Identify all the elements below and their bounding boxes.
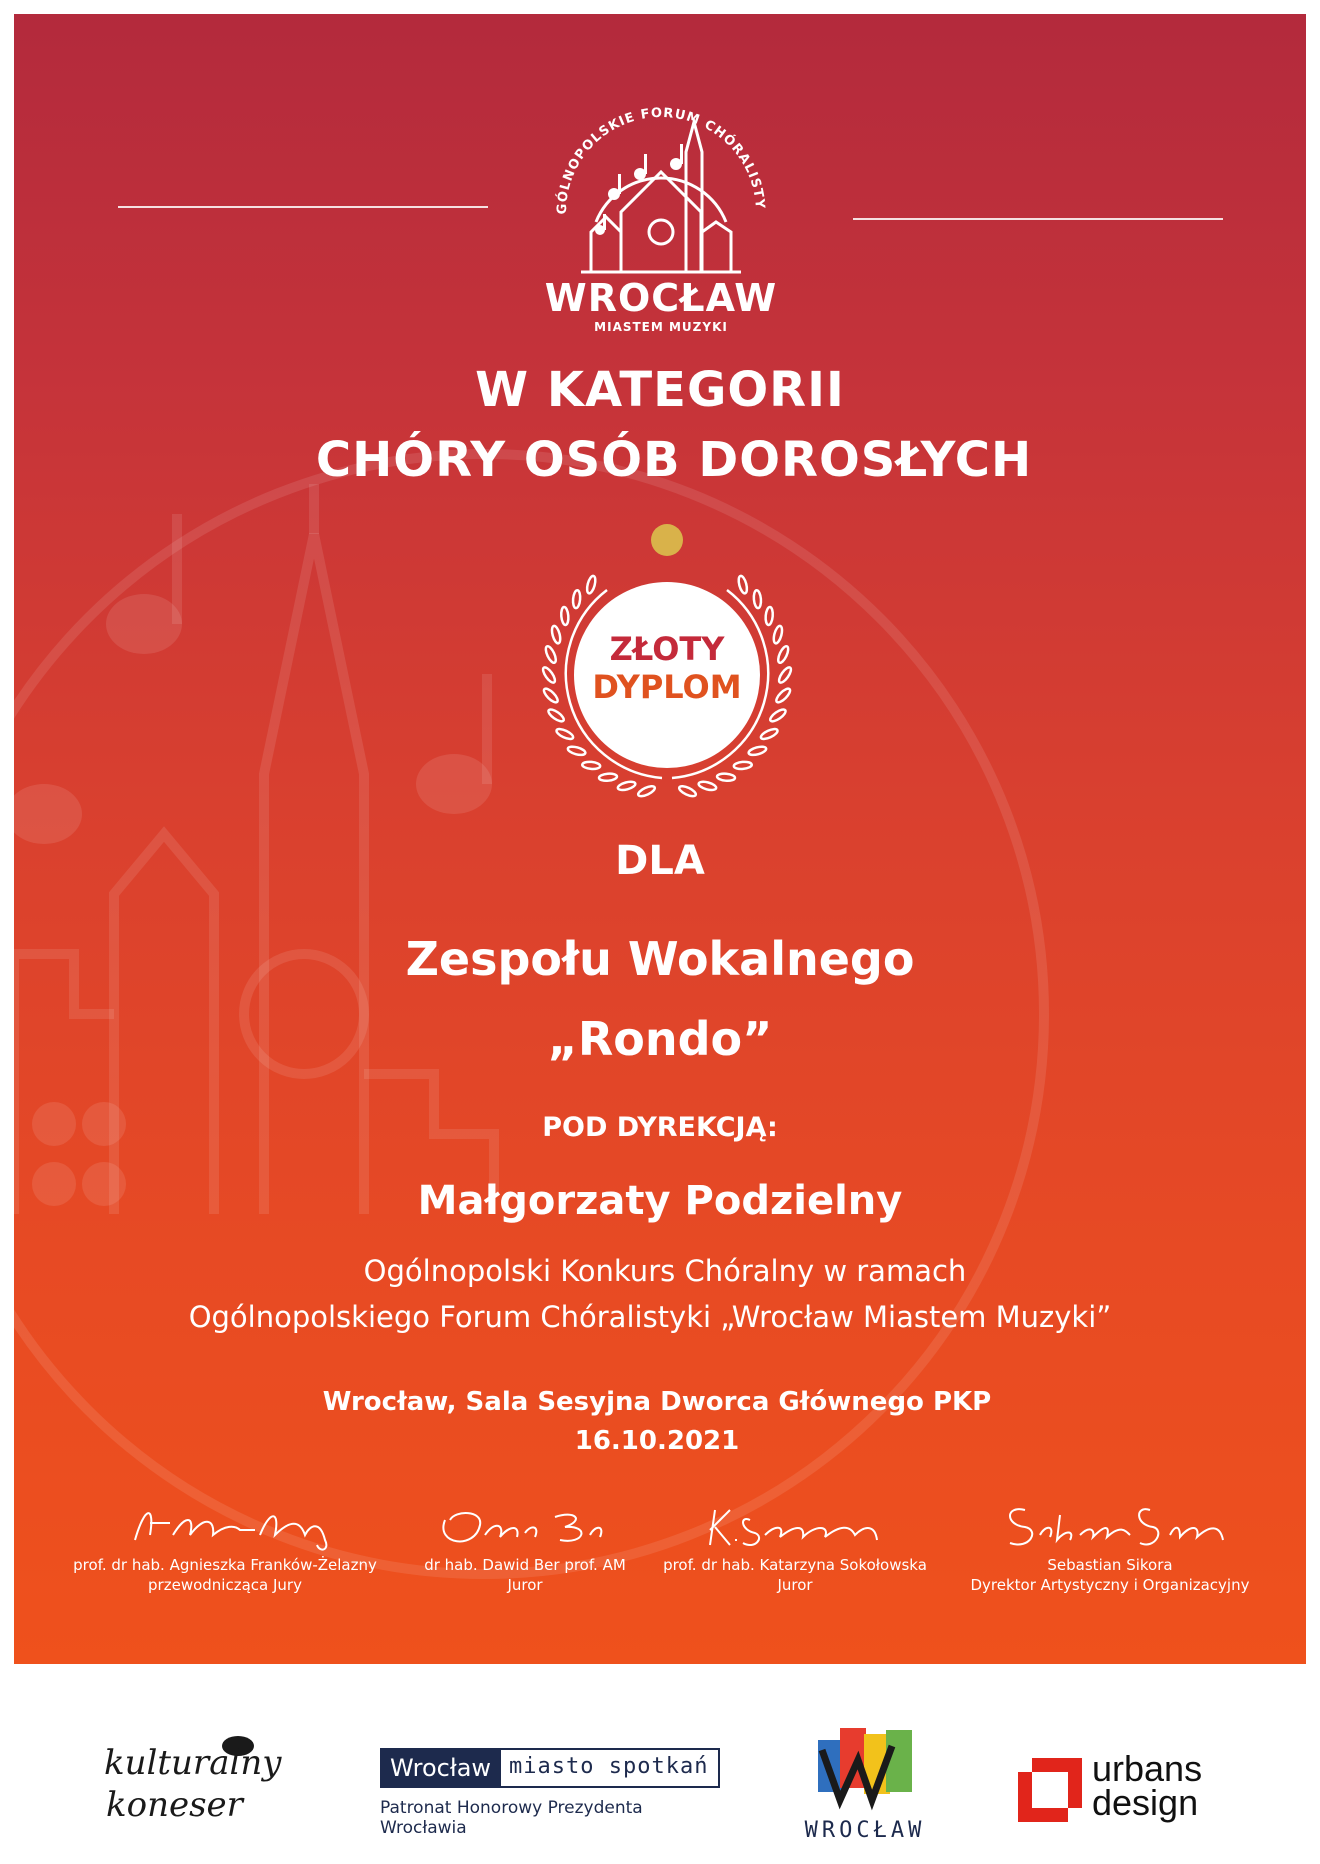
award-line1: ZŁOTY [609,630,725,668]
signature-block-3 [650,1495,940,1595]
director-name: Małgorzaty Podzielny [417,1178,903,1224]
laurel-leaf [561,607,570,626]
logo-tagline: MIASTEM MUZYKI [594,320,728,334]
signature-block-2 [410,1495,640,1595]
decorative-line-left [118,206,488,208]
church-tower-icon [581,122,741,272]
kulturalny-text: kulturalny [104,1743,282,1783]
laurel-leaf [748,745,767,756]
wroclaw-patronage-text: Patronat Honorowy Prezydenta Wrocławia [380,1798,643,1838]
award-medal [527,520,807,800]
signature-name-4: Sebastian Sikora [1047,1556,1173,1574]
urbans-line1: urbans [1092,1748,1203,1789]
laurel-leaf [760,727,779,741]
sponsor-urbans-design [1018,1748,1238,1838]
sponsors-strip [0,1680,1320,1864]
urbans-line2: design [1092,1782,1199,1823]
laurel-leaf [567,745,586,756]
recipient-name-line2: „Rondo” [547,1012,773,1066]
sponsor-wroclaw-patronage [380,1748,720,1838]
signature-role-1: przewodnicząca Jury [148,1576,302,1594]
signature-name-3: prof. dr hab. Katarzyna Sokołowska [663,1556,927,1574]
decorative-line-right [853,218,1223,220]
event-date: 16.10.2021 [574,1426,740,1456]
event-place: Wrocław, Sala Sesyjna Dworca Głównego PKP [322,1387,992,1417]
wroclaw-box-left: Wrocław [382,1750,501,1786]
signature-block-1 [60,1495,390,1595]
signature-name-2: dr hab. Dawid Ber prof. AM [424,1556,626,1574]
signature-role-3: Juror [777,1576,813,1594]
gold-medal-icon [651,524,683,556]
urbans-design-text [1092,1748,1203,1823]
signature-role-4: Dyrektor Artystyczny i Organizacyjny [970,1576,1250,1594]
laurel-leaf [585,575,596,594]
award-line2: DYPLOM [592,668,742,706]
signature-block-4 [950,1495,1270,1595]
logo-city: WROCŁAW [544,276,778,320]
laurel-leaf [547,707,566,723]
event-line1: Ogólnopolski Konkurs Chóralny w ramach [363,1254,967,1288]
laurel-leaf [717,773,736,782]
dla-label: DLA [615,838,705,884]
sponsor-kulturalny-koneser [100,1732,300,1832]
laurel-leaf [617,780,636,791]
laurel-leaf [698,780,717,791]
category-line1: W KATEGORII [475,362,845,418]
laurel-leaf [599,773,618,782]
logo-arc-text: GÓLNOPOLSKIE FORUM CHÓRALISTY [554,105,768,215]
laurel-leaf [555,727,574,741]
svg-text:OGÓLNOPOLSKIE FORUM CHÓRALISTY [536,62,767,215]
handwritten-signature-2 [425,1495,625,1555]
handwritten-signature-1 [95,1495,355,1555]
festival-logo [536,62,786,342]
wroclaw-box-right: miasto spotkań [509,1754,709,1779]
laurel-leaf [737,575,748,594]
handwritten-signature-3 [685,1495,905,1555]
laurel-leaf [734,761,753,770]
signature-role-2: Juror [507,1576,543,1594]
signature-name-1: prof. dr hab. Agnieszka Franków-Żelazny [73,1556,377,1574]
laurel-leaf [572,590,581,609]
category-line2: CHÓRY OSÓB DOROSŁYCH [315,432,1033,488]
music-note-icon [595,144,683,235]
koneser-text: koneser [106,1785,243,1825]
recipient-name-line1: Zespołu Wokalnego [405,932,915,986]
sponsor-wroclaw-logo [795,1720,935,1850]
laurel-leaf [678,784,697,798]
laurel-leaf [582,761,601,770]
wroclaw-logo-text: WROCŁAW [804,1818,926,1843]
laurel-leaf [769,707,788,723]
event-line2: Ogólnopolskiego Forum Chóralistyki „Wrocław Miastem Muzyki” [188,1300,1112,1334]
urbans-logo-icon [1018,1758,1082,1822]
wroclaw-w-logo-icon [810,1720,920,1812]
laurel-leaf [637,784,656,798]
laurel-leaf [765,607,774,626]
laurel-leaf [753,590,762,609]
handwritten-signature-4 [985,1495,1235,1555]
direction-label: POD DYREKCJĄ: [542,1112,778,1143]
